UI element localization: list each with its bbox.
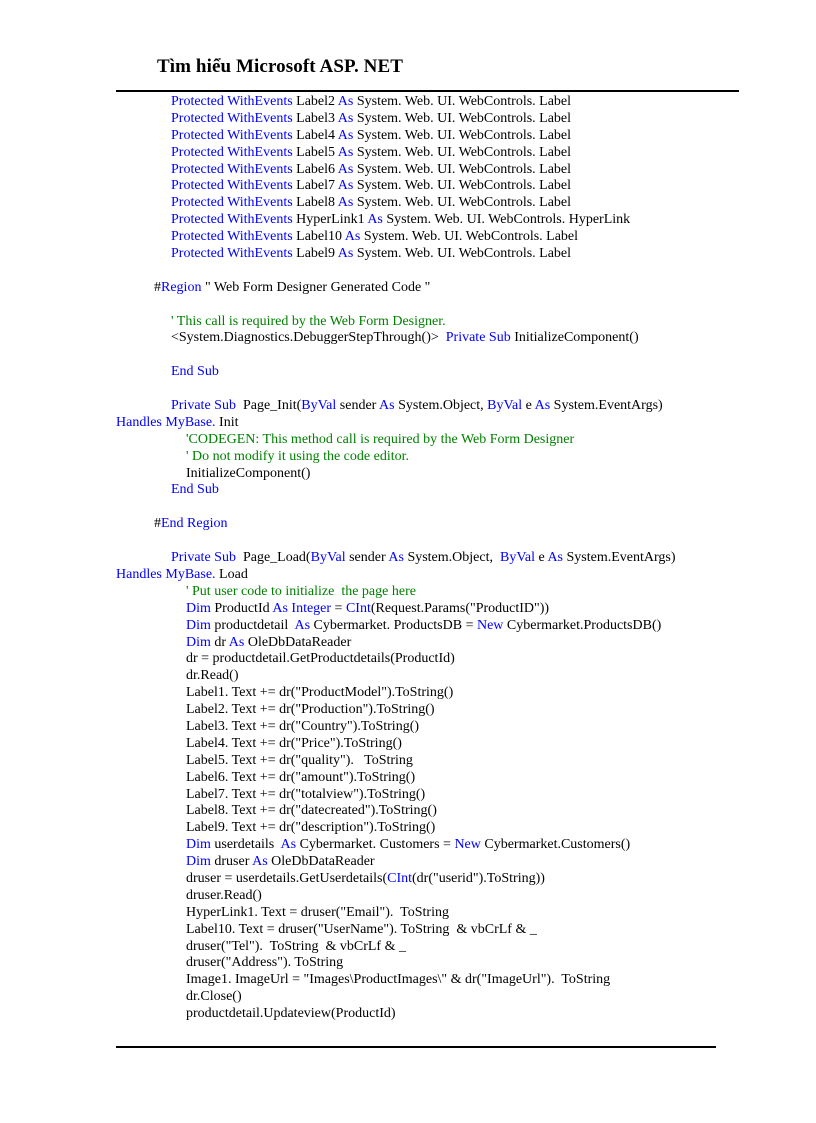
footer-divider	[116, 1046, 716, 1048]
code-line	[116, 516, 756, 533]
code-line	[116, 482, 756, 499]
code-text: <System.Diagnostics.DebuggerStepThrough()>	[171, 330, 446, 346]
code-line	[116, 280, 756, 297]
code-comment: ' Do not modify it using the code editor.	[186, 448, 409, 464]
code-keyword: Dim	[186, 854, 211, 870]
code-text: Label3. Text += dr("Country").ToString()	[186, 718, 420, 734]
code-text: System. Web. UI. WebControls. Label	[353, 246, 572, 262]
code-keyword: Protected WithEvents	[171, 144, 293, 160]
code-keyword: As	[379, 398, 395, 414]
code-keyword: Private Sub	[171, 550, 236, 566]
code-text: Label9. Text += dr("description").ToString()	[186, 820, 436, 836]
code-text: " Web Form Designer Generated Code "	[201, 279, 431, 295]
code-line	[116, 111, 756, 128]
code-line	[116, 364, 756, 381]
code-keyword: Dim	[186, 837, 211, 853]
code-keyword: ByVal	[310, 550, 346, 566]
code-text: Init	[215, 414, 239, 430]
code-text: InitializeComponent()	[510, 330, 639, 346]
code-line	[116, 297, 756, 314]
code-text: druser.Read()	[186, 887, 262, 903]
code-text: Label7. Text += dr("totalview").ToString()	[186, 786, 426, 802]
code-keyword: Dim	[186, 617, 211, 633]
code-line	[116, 178, 756, 195]
code-line	[116, 753, 756, 770]
code-keyword: Protected WithEvents	[171, 178, 293, 194]
code-keyword: As	[337, 94, 354, 109]
code-keyword: ByVal	[487, 398, 523, 414]
code-keyword: As	[252, 854, 268, 870]
code-keyword: As	[337, 144, 354, 160]
code-text: Label6. Text += dr("amount").ToString()	[186, 769, 416, 785]
code-keyword: Dim	[186, 600, 211, 616]
code-text: dr = productdetail.GetProductdetails(ProductId)	[186, 651, 455, 667]
code-text: OleDbDataReader	[244, 634, 352, 650]
code-line	[116, 685, 756, 702]
code-line	[116, 212, 756, 229]
code-line	[116, 955, 756, 972]
code-comment: 'CODEGEN: This method call is required by the Web Form Designer	[186, 431, 575, 447]
code-text: OleDbDataReader	[267, 854, 375, 870]
code-text: System.Object,	[394, 398, 488, 414]
code-keyword: As	[337, 110, 354, 126]
code-keyword: Protected WithEvents	[171, 195, 293, 211]
code-line	[116, 449, 756, 466]
code-text: druser("Address"). ToString	[186, 955, 344, 971]
code-line	[116, 381, 756, 398]
code-text: System. Web. UI. WebControls. Label	[360, 229, 579, 245]
code-line	[116, 432, 756, 449]
code-text: Label5. Text += dr("quality"). ToString	[186, 752, 413, 768]
code-text: System. Web. UI. WebControls. Label	[353, 94, 572, 109]
code-text: druser = userdetails.GetUserdetails(	[186, 870, 388, 886]
code-text: System. Web. UI. WebControls. Label	[353, 178, 572, 194]
code-keyword: Dim	[186, 634, 211, 650]
code-line	[116, 567, 756, 584]
code-text: System. Web. UI. WebControls. Label	[353, 127, 572, 143]
code-line	[116, 162, 756, 179]
code-text: Label9	[292, 246, 338, 262]
code-text: System. Web. UI. WebControls. Label	[353, 195, 572, 211]
code-text: System.EventArgs)	[550, 398, 663, 414]
code-text: Image1. ImageUrl = "Images\ProductImages\" & dr("ImageUrl"). ToString	[186, 972, 611, 988]
code-line	[116, 989, 756, 1006]
code-line	[116, 347, 756, 364]
code-text: sender	[345, 550, 389, 566]
code-keyword: Protected WithEvents	[171, 94, 293, 109]
code-keyword: Private Sub	[171, 398, 236, 414]
code-keyword: As	[344, 229, 361, 245]
code-text: System. Web. UI. WebControls. Label	[353, 161, 572, 177]
code-keyword: Protected WithEvents	[171, 161, 293, 177]
code-keyword: As	[280, 837, 297, 853]
code-keyword: As	[228, 634, 245, 650]
code-text: Load	[215, 566, 248, 582]
code-keyword: Protected WithEvents	[171, 127, 293, 143]
code-text: Label1. Text += dr("ProductModel").ToString()	[186, 685, 454, 701]
code-line	[116, 972, 756, 989]
code-line	[116, 229, 756, 246]
code-keyword: As	[337, 195, 354, 211]
code-line	[116, 415, 756, 432]
code-text: InitializeComponent()	[186, 465, 311, 481]
code-line	[116, 246, 756, 263]
code-line	[116, 770, 756, 787]
code-text: druser	[210, 854, 253, 870]
code-text: Label6	[292, 161, 338, 177]
code-keyword: As	[388, 550, 404, 566]
code-line	[116, 803, 756, 820]
code-text: Cybermarket. Customers =	[296, 837, 455, 853]
code-line	[116, 922, 756, 939]
code-keyword: Protected WithEvents	[171, 229, 293, 245]
code-keyword: ByVal	[301, 398, 337, 414]
code-text: #	[154, 516, 161, 532]
code-line	[116, 1006, 756, 1023]
code-keyword: As	[337, 178, 354, 194]
code-text: =	[331, 600, 346, 616]
code-keyword: As	[337, 246, 354, 262]
code-text: ProductId	[210, 600, 273, 616]
code-line	[116, 888, 756, 905]
code-text: Label3	[292, 110, 338, 126]
code-line	[116, 871, 756, 888]
code-keyword: CInt	[387, 870, 412, 886]
code-text: Cybermarket.ProductsDB()	[503, 617, 662, 633]
code-keyword: End Sub	[171, 364, 219, 380]
code-line	[116, 466, 756, 483]
code-comment: ' Put user code to initialize the page here	[186, 583, 416, 599]
code-line	[116, 195, 756, 212]
code-keyword: As	[294, 617, 311, 633]
code-text: Label10. Text = druser("UserName"). ToString & vbCrLf & _	[186, 921, 537, 937]
code-text: System.Object,	[403, 550, 500, 566]
code-text: Label8	[292, 195, 338, 211]
code-keyword: New	[454, 837, 481, 853]
code-text: dr	[210, 634, 229, 650]
code-keyword: Protected WithEvents	[171, 212, 293, 228]
code-text: Page_Init(	[235, 398, 302, 414]
code-keyword: New	[476, 617, 504, 633]
code-keyword: Handles MyBase.	[116, 566, 216, 582]
code-text: (dr("userid").ToString))	[412, 870, 545, 886]
code-line	[116, 635, 756, 652]
code-text: Label8. Text += dr("datecreated").ToString()	[186, 803, 437, 819]
code-text: System.EventArgs)	[563, 550, 676, 566]
code-keyword: As	[534, 398, 551, 414]
code-line	[116, 651, 756, 668]
code-keyword: As	[367, 212, 383, 228]
code-line	[116, 618, 756, 635]
code-text: druser("Tel"). ToString & vbCrLf & _	[186, 938, 406, 954]
code-text: e	[522, 398, 535, 414]
code-text: HyperLink1	[292, 212, 368, 228]
code-line	[116, 499, 756, 516]
code-text: productdetail	[210, 617, 295, 633]
code-text: sender	[336, 398, 380, 414]
code-keyword: ByVal	[499, 550, 535, 566]
header-divider	[116, 90, 739, 92]
code-text: Label2	[292, 94, 338, 109]
code-comment: ' This call is required by the Web Form Designer.	[171, 313, 446, 329]
code-text: Label7	[292, 178, 338, 194]
code-keyword: End Region	[161, 516, 228, 532]
code-line	[116, 263, 756, 280]
code-keyword: As	[337, 161, 354, 177]
code-text: Label4	[292, 127, 338, 143]
code-line	[116, 145, 756, 162]
code-line	[116, 398, 756, 415]
code-text: System. Web. UI. WebControls. HyperLink	[382, 212, 631, 228]
code-line	[116, 854, 756, 871]
code-line	[116, 94, 756, 111]
code-text: System. Web. UI. WebControls. Label	[353, 144, 572, 160]
code-text: Cybermarket. ProductsDB =	[310, 617, 477, 633]
code-line	[116, 128, 756, 145]
code-line	[116, 702, 756, 719]
code-keyword: As	[547, 550, 563, 566]
code-keyword: Protected WithEvents	[171, 246, 293, 262]
code-line	[116, 668, 756, 685]
code-line	[116, 787, 756, 804]
code-line	[116, 330, 756, 347]
code-text: HyperLink1. Text = druser("Email"). ToString	[186, 904, 449, 920]
code-keyword: End Sub	[171, 482, 219, 498]
code-text: dr.Close()	[186, 989, 242, 1005]
code-text: dr.Read()	[186, 668, 239, 684]
code-line	[116, 550, 756, 567]
code-line	[116, 584, 756, 601]
code-text: e	[534, 550, 548, 566]
code-text: (Request.Params("ProductID"))	[370, 600, 550, 616]
code-listing	[116, 94, 756, 1023]
code-keyword: As Integer	[272, 600, 332, 616]
code-text: #	[154, 279, 161, 295]
code-keyword: Protected WithEvents	[171, 110, 293, 126]
code-keyword: Private Sub	[445, 330, 511, 346]
code-text: Label2. Text += dr("Production").ToString()	[186, 702, 435, 718]
code-line	[116, 736, 756, 753]
code-text: Cybermarket.Customers()	[480, 837, 631, 853]
code-line	[116, 905, 756, 922]
code-line	[116, 533, 756, 550]
code-line	[116, 939, 756, 956]
code-keyword: As	[337, 127, 354, 143]
code-text: Label5	[292, 144, 338, 160]
code-line	[116, 820, 756, 837]
code-keyword: CInt	[345, 600, 371, 616]
code-text: productdetail.Updateview(ProductId)	[186, 1006, 396, 1022]
code-line	[116, 837, 756, 854]
code-text: Label4. Text += dr("Price").ToString()	[186, 735, 402, 751]
code-text: System. Web. UI. WebControls. Label	[353, 110, 572, 126]
code-line	[116, 314, 756, 331]
code-keyword: Region	[161, 279, 202, 295]
page-header-title: Tìm hiểu Microsoft ASP. NET	[157, 56, 404, 77]
code-text: Page_Load(	[235, 550, 311, 566]
code-text: Label10	[292, 229, 345, 245]
code-line	[116, 719, 756, 736]
code-keyword: Handles MyBase.	[116, 414, 216, 430]
code-line	[116, 601, 756, 618]
code-text: userdetails	[210, 837, 281, 853]
